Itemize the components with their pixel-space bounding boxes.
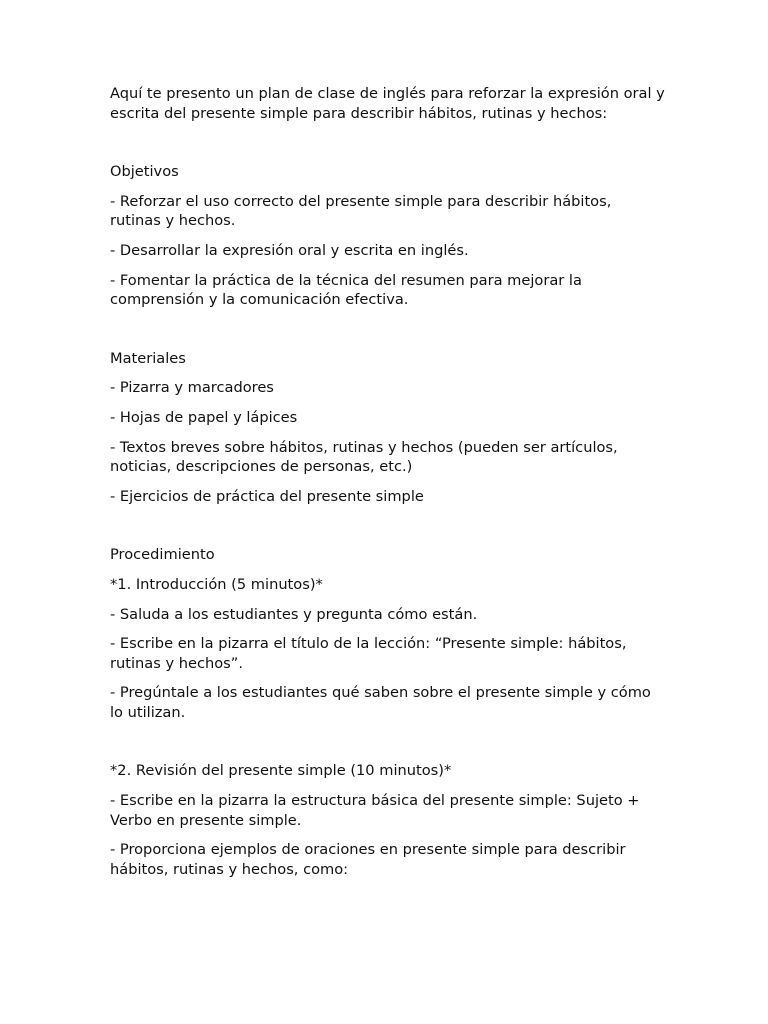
intro-paragraph: Aquí te presento un plan de clase de inglés para reforzar la expresión oral y escrita del presente simple para describir hábitos, rutinas y hechos: [110, 85, 665, 122]
list-item: - Proporciona ejemplos de oraciones en presente simple para describir hábitos, rutinas y hechos, como: [110, 841, 626, 878]
list-item: - Saluda a los estudiantes y pregunta cómo están. [110, 605, 478, 623]
section-heading-objetivos: Objetivos [110, 163, 179, 181]
section-heading-procedimiento: Procedimiento [110, 546, 215, 564]
section-heading-materiales: Materiales [110, 349, 186, 367]
list-item: - Hojas de papel y lápices [110, 408, 298, 426]
document-body [110, 84, 665, 889]
list-item: - Pizarra y marcadores [110, 379, 274, 397]
list-item: - Escribe en la pizarra la estructura básica del presente simple: Sujeto + Verbo en presente simple. [110, 792, 640, 829]
list-item: - Reforzar el uso correcto del presente simple para describir hábitos, rutinas y hechos. [110, 192, 612, 230]
step-title-revision: *2. Revisión del presente simple (10 minutos)* [110, 762, 452, 780]
list-item: - Desarrollar la expresión oral y escrita en inglés. [110, 241, 469, 259]
step-title-introduccion: *1. Introducción (5 minutos)* [110, 575, 323, 593]
list-item: - Ejercicios de práctica del presente simple [110, 487, 424, 505]
list-item: - Pregúntale a los estudiantes qué saben sobre el presente simple y cómo lo utilizan. [110, 684, 651, 721]
list-item: - Escribe en la pizarra el título de la lección: “Presente simple: hábitos, rutinas y hechos”. [110, 635, 627, 672]
list-item: - Fomentar la práctica de la técnica del resumen para mejorar la comprensión y la comunicación efectiva. [110, 271, 582, 309]
list-item: - Textos breves sobre hábitos, rutinas y hechos (pueden ser artículos, noticias, descripciones de personas, etc.) [110, 438, 618, 476]
